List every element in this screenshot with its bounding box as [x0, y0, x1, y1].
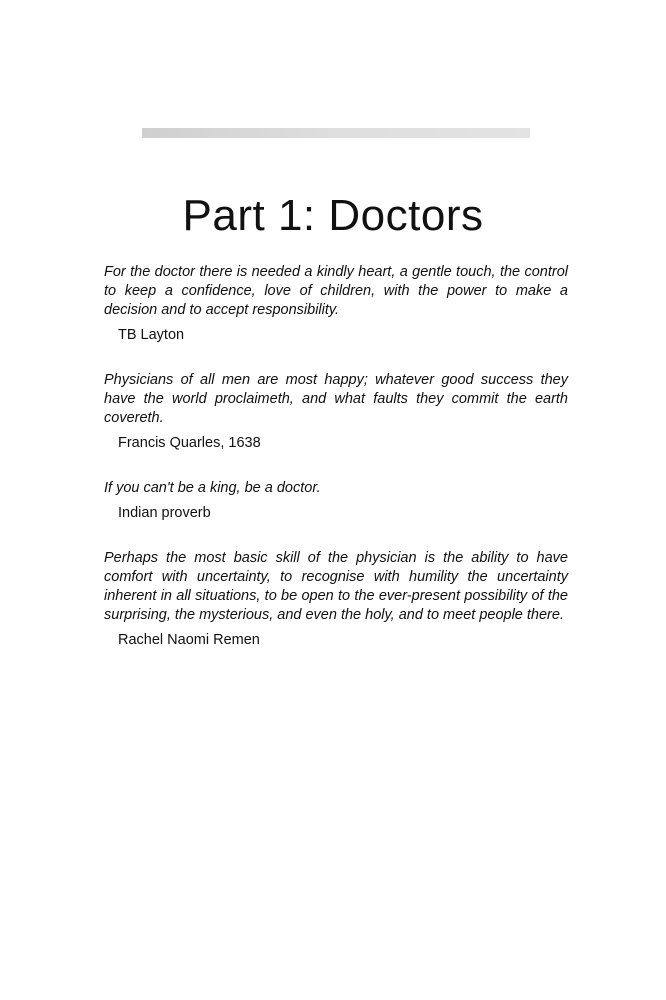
quotes-section [104, 263, 568, 676]
quote-attribution: Rachel Naomi Remen [118, 632, 260, 648]
quote-block [104, 371, 568, 453]
quote-text: Perhaps the most basic skill of the physician is the ability to have comfort with uncertainty, to recognise with humility the uncertainty inherent in all situations, to be open to the ever-present possibility of the surprising, the mysterious, and even the holy, and to meet people there. [104, 550, 568, 623]
quote-attribution: Francis Quarles, 1638 [118, 435, 261, 451]
quote-block [104, 479, 568, 523]
quote-block [104, 549, 568, 650]
quote-text: Physicians of all men are most happy; whatever good success they have the world proclaimeth, and what faults they commit the earth covereth. [104, 372, 568, 426]
decorative-rule [142, 128, 530, 138]
quote-attribution: Indian proverb [118, 505, 211, 521]
page-title: Part 1: Doctors [182, 191, 484, 241]
quote-attribution: TB Layton [118, 327, 185, 343]
quote-text: For the doctor there is needed a kindly heart, a gentle touch, the control to keep a confidence, love of children, with the power to make a decision and to accept responsibility. [104, 264, 568, 318]
quote-text: If you can't be a king, be a doctor. [104, 480, 321, 496]
quote-block [104, 263, 568, 345]
